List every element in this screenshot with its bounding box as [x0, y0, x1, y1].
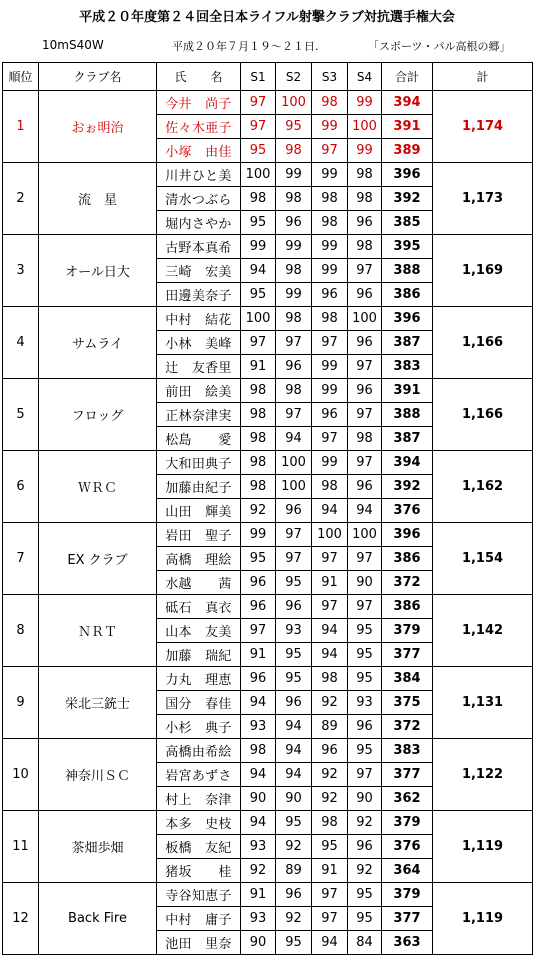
shooter-total: 383: [382, 739, 433, 763]
shooter-name: 国分 春佳: [157, 691, 241, 715]
shooter-total: 396: [382, 163, 433, 187]
shooter-name: 力丸 理恵: [157, 667, 241, 691]
score-s3: 96: [312, 739, 348, 763]
shooter-total: 375: [382, 691, 433, 715]
score-s3: 96: [312, 283, 348, 307]
column-header-sum: 合計: [382, 63, 433, 91]
score-s3: 95: [312, 835, 348, 859]
shooter-total: 385: [382, 211, 433, 235]
column-header-team-total: 計: [433, 63, 533, 91]
shooter-total: 386: [382, 283, 433, 307]
score-s1: 97: [241, 115, 276, 139]
score-s2: 98: [276, 259, 312, 283]
score-s4: 95: [348, 667, 382, 691]
club-name: 流 星: [39, 163, 157, 235]
score-s1: 95: [241, 547, 276, 571]
shooter-total: 392: [382, 475, 433, 499]
event-dates: 平成２０年７月１９～２１日.: [172, 40, 319, 53]
team-rank: 2: [3, 163, 39, 235]
score-s4: 90: [348, 571, 382, 595]
score-s4: 97: [348, 595, 382, 619]
score-s3: 92: [312, 691, 348, 715]
shooter-name: 小林 美峰: [157, 331, 241, 355]
score-s3: 89: [312, 715, 348, 739]
score-s1: 96: [241, 667, 276, 691]
score-s2: 95: [276, 643, 312, 667]
score-s1: 92: [241, 499, 276, 523]
score-s1: 98: [241, 739, 276, 763]
score-s3: 97: [312, 595, 348, 619]
shooter-name: 佐々木亜子: [157, 115, 241, 139]
team-rank: 9: [3, 667, 39, 739]
table-row: [3, 235, 533, 259]
score-s3: 98: [312, 475, 348, 499]
score-s4: 95: [348, 739, 382, 763]
team-rank: 1: [3, 91, 39, 163]
score-s2: 95: [276, 811, 312, 835]
club-name: Back Fire: [39, 883, 157, 955]
team-total: 1,142: [433, 595, 533, 667]
team-total: 1,166: [433, 307, 533, 379]
team-total: 1,166: [433, 379, 533, 451]
shooter-name: 高橋 理絵: [157, 547, 241, 571]
score-s1: 94: [241, 691, 276, 715]
score-s3: 98: [312, 187, 348, 211]
score-s4: 97: [348, 763, 382, 787]
score-s3: 98: [312, 667, 348, 691]
score-s2: 96: [276, 499, 312, 523]
team-rank: 7: [3, 523, 39, 595]
score-s1: 99: [241, 523, 276, 547]
table-row: [3, 451, 533, 475]
table-row: [3, 667, 533, 691]
score-s1: 98: [241, 403, 276, 427]
score-s4: 99: [348, 91, 382, 115]
score-s2: 96: [276, 883, 312, 907]
score-s4: 96: [348, 211, 382, 235]
shooter-total: 372: [382, 571, 433, 595]
column-header-s1: S1: [241, 63, 276, 91]
shooter-name: 村上 奈津: [157, 787, 241, 811]
score-s1: 91: [241, 355, 276, 379]
shooter-name: 山本 友美: [157, 619, 241, 643]
shooter-name: 加藤由紀子: [157, 475, 241, 499]
shooter-name: 堀内さやか: [157, 211, 241, 235]
score-s3: 96: [312, 403, 348, 427]
score-s1: 94: [241, 811, 276, 835]
score-s2: 96: [276, 691, 312, 715]
score-s4: 100: [348, 115, 382, 139]
shooter-total: 386: [382, 595, 433, 619]
score-s3: 97: [312, 907, 348, 931]
shooter-total: 376: [382, 835, 433, 859]
results-body: [3, 91, 533, 955]
score-s4: 90: [348, 787, 382, 811]
score-s2: 97: [276, 403, 312, 427]
team-total: 1,131: [433, 667, 533, 739]
team-rank: 6: [3, 451, 39, 523]
shooter-total: 377: [382, 763, 433, 787]
score-s3: 97: [312, 883, 348, 907]
column-header-s4: S4: [348, 63, 382, 91]
score-s1: 97: [241, 91, 276, 115]
team-total: 1,173: [433, 163, 533, 235]
shooter-total: 377: [382, 643, 433, 667]
score-s1: 100: [241, 307, 276, 331]
table-row: [3, 163, 533, 187]
score-s2: 98: [276, 379, 312, 403]
shooter-name: 小杉 典子: [157, 715, 241, 739]
score-s1: 99: [241, 235, 276, 259]
score-s3: 99: [312, 355, 348, 379]
club-name: 神奈川ＳＣ: [39, 739, 157, 811]
score-s4: 96: [348, 283, 382, 307]
score-s1: 98: [241, 187, 276, 211]
shooter-total: 386: [382, 547, 433, 571]
shooter-name: 正林奈津実: [157, 403, 241, 427]
score-s4: 96: [348, 379, 382, 403]
score-s4: 98: [348, 187, 382, 211]
score-s4: 98: [348, 427, 382, 451]
score-s3: 97: [312, 547, 348, 571]
shooter-name: 前田 絵美: [157, 379, 241, 403]
shooter-name: 清水つぶら: [157, 187, 241, 211]
shooter-total: 394: [382, 91, 433, 115]
score-s4: 94: [348, 499, 382, 523]
shooter-total: 372: [382, 715, 433, 739]
table-row: [3, 739, 533, 763]
score-s1: 95: [241, 283, 276, 307]
shooter-name: 山田 輝美: [157, 499, 241, 523]
shooter-total: 364: [382, 859, 433, 883]
score-s2: 95: [276, 667, 312, 691]
club-name: サムライ: [39, 307, 157, 379]
table-row: [3, 379, 533, 403]
score-s4: 92: [348, 859, 382, 883]
score-s1: 96: [241, 595, 276, 619]
score-s1: 90: [241, 787, 276, 811]
shooter-name: 寺谷知恵子: [157, 883, 241, 907]
club-name: ＮＲＴ: [39, 595, 157, 667]
score-s2: 94: [276, 763, 312, 787]
score-s1: 94: [241, 259, 276, 283]
score-s3: 99: [312, 451, 348, 475]
score-s1: 93: [241, 715, 276, 739]
score-s2: 94: [276, 739, 312, 763]
column-header-s2: S2: [276, 63, 312, 91]
score-s1: 96: [241, 571, 276, 595]
shooter-total: 391: [382, 115, 433, 139]
score-s1: 90: [241, 931, 276, 955]
shooter-name: 猪坂 桂: [157, 859, 241, 883]
score-s3: 98: [312, 91, 348, 115]
shooter-total: 392: [382, 187, 433, 211]
score-s3: 97: [312, 139, 348, 163]
score-s3: 97: [312, 331, 348, 355]
score-s4: 92: [348, 811, 382, 835]
score-s4: 96: [348, 715, 382, 739]
score-s4: 95: [348, 619, 382, 643]
score-s4: 95: [348, 643, 382, 667]
score-s4: 97: [348, 259, 382, 283]
club-name: おぉ明治: [39, 91, 157, 163]
team-rank: 8: [3, 595, 39, 667]
team-rank: 5: [3, 379, 39, 451]
score-s4: 96: [348, 475, 382, 499]
shooter-total: 384: [382, 667, 433, 691]
score-s1: 93: [241, 907, 276, 931]
score-s3: 99: [312, 115, 348, 139]
shooter-name: 今井 尚子: [157, 91, 241, 115]
score-s1: 92: [241, 859, 276, 883]
shooter-name: 田邊美奈子: [157, 283, 241, 307]
shooter-name: 池田 里奈: [157, 931, 241, 955]
shooter-total: 387: [382, 427, 433, 451]
score-s1: 98: [241, 451, 276, 475]
score-s3: 94: [312, 643, 348, 667]
score-s1: 95: [241, 139, 276, 163]
team-rank: 10: [3, 739, 39, 811]
score-s2: 89: [276, 859, 312, 883]
score-s2: 96: [276, 211, 312, 235]
club-name: フロッグ: [39, 379, 157, 451]
score-s3: 99: [312, 259, 348, 283]
shooter-total: 387: [382, 331, 433, 355]
shooter-name: 砥石 真衣: [157, 595, 241, 619]
score-s3: 91: [312, 571, 348, 595]
event-name: 10mS40W: [42, 38, 104, 52]
score-s2: 99: [276, 283, 312, 307]
shooter-name: 中村 結花: [157, 307, 241, 331]
shooter-total: 377: [382, 907, 433, 931]
shooter-name: 大和田典子: [157, 451, 241, 475]
score-s2: 97: [276, 547, 312, 571]
score-s4: 100: [348, 523, 382, 547]
shooter-name: 本多 史枝: [157, 811, 241, 835]
score-s2: 94: [276, 427, 312, 451]
table-row: [3, 307, 533, 331]
score-s4: 93: [348, 691, 382, 715]
score-s4: 99: [348, 139, 382, 163]
club-name: 栄北三銃士: [39, 667, 157, 739]
score-s2: 97: [276, 523, 312, 547]
score-s1: 97: [241, 619, 276, 643]
score-s3: 94: [312, 619, 348, 643]
shooter-total: 394: [382, 451, 433, 475]
score-s1: 93: [241, 835, 276, 859]
score-s3: 91: [312, 859, 348, 883]
shooter-name: 水越 茜: [157, 571, 241, 595]
team-total: 1,119: [433, 883, 533, 955]
score-s1: 97: [241, 331, 276, 355]
shooter-total: 379: [382, 811, 433, 835]
score-s3: 100: [312, 523, 348, 547]
score-s4: 97: [348, 451, 382, 475]
shooter-total: 379: [382, 883, 433, 907]
score-s2: 94: [276, 715, 312, 739]
table-header-row: [3, 63, 533, 91]
score-s2: 95: [276, 571, 312, 595]
score-s2: 98: [276, 187, 312, 211]
results-table: [2, 62, 533, 955]
team-total: 1,122: [433, 739, 533, 811]
score-s4: 100: [348, 307, 382, 331]
score-s2: 93: [276, 619, 312, 643]
table-row: [3, 811, 533, 835]
score-s4: 97: [348, 355, 382, 379]
score-s3: 99: [312, 235, 348, 259]
score-s2: 97: [276, 331, 312, 355]
team-rank: 12: [3, 883, 39, 955]
score-s1: 98: [241, 379, 276, 403]
page-title: 平成２０年度第２４回全日本ライフル射撃クラブ対抗選手権大会: [79, 10, 455, 25]
shooter-total: 388: [382, 403, 433, 427]
column-header-name: 氏 名: [157, 63, 241, 91]
score-s3: 94: [312, 499, 348, 523]
score-s3: 92: [312, 787, 348, 811]
score-s2: 92: [276, 835, 312, 859]
score-s2: 92: [276, 907, 312, 931]
shooter-total: 362: [382, 787, 433, 811]
shooter-name: 加藤 瑞紀: [157, 643, 241, 667]
score-s3: 98: [312, 307, 348, 331]
table-row: [3, 595, 533, 619]
team-total: 1,119: [433, 811, 533, 883]
score-s1: 98: [241, 475, 276, 499]
score-s1: 100: [241, 163, 276, 187]
column-header-s3: S3: [312, 63, 348, 91]
team-rank: 11: [3, 811, 39, 883]
shooter-name: 松島 愛: [157, 427, 241, 451]
score-s3: 94: [312, 931, 348, 955]
score-s1: 95: [241, 211, 276, 235]
score-s4: 84: [348, 931, 382, 955]
score-s3: 98: [312, 211, 348, 235]
shooter-total: 396: [382, 307, 433, 331]
team-total: 1,162: [433, 451, 533, 523]
shooter-name: 板橋 友紀: [157, 835, 241, 859]
score-s2: 98: [276, 139, 312, 163]
event-venue: 「スポーツ・パル高根の郷」: [368, 40, 511, 53]
score-s1: 94: [241, 763, 276, 787]
score-s2: 95: [276, 931, 312, 955]
score-s1: 98: [241, 427, 276, 451]
score-s1: 91: [241, 643, 276, 667]
score-s2: 100: [276, 451, 312, 475]
score-s2: 96: [276, 595, 312, 619]
team-rank: 4: [3, 307, 39, 379]
club-name: 茶畑歩畑: [39, 811, 157, 883]
shooter-name: 三崎 宏美: [157, 259, 241, 283]
team-rank: 3: [3, 235, 39, 307]
score-s4: 95: [348, 883, 382, 907]
table-row: [3, 883, 533, 907]
shooter-total: 383: [382, 355, 433, 379]
score-s2: 98: [276, 307, 312, 331]
shooter-name: 小塚 由佳: [157, 139, 241, 163]
shooter-name: 川井ひと美: [157, 163, 241, 187]
shooter-name: 岩宮あずさ: [157, 763, 241, 787]
column-header-rank: 順位: [3, 63, 39, 91]
shooter-name: 高橋由希絵: [157, 739, 241, 763]
score-s4: 95: [348, 907, 382, 931]
shooter-name: 中村 庸子: [157, 907, 241, 931]
score-s2: 99: [276, 235, 312, 259]
shooter-name: 古野本真希: [157, 235, 241, 259]
shooter-total: 388: [382, 259, 433, 283]
score-s3: 97: [312, 427, 348, 451]
team-total: 1,174: [433, 91, 533, 163]
score-s3: 99: [312, 163, 348, 187]
score-s3: 92: [312, 763, 348, 787]
shooter-name: 岩田 聖子: [157, 523, 241, 547]
club-name: EX クラブ: [39, 523, 157, 595]
score-s4: 96: [348, 835, 382, 859]
shooter-total: 395: [382, 235, 433, 259]
column-header-club: クラブ名: [39, 63, 157, 91]
score-s2: 96: [276, 355, 312, 379]
score-s4: 97: [348, 547, 382, 571]
score-s3: 98: [312, 811, 348, 835]
score-s4: 98: [348, 235, 382, 259]
club-name: ＷＲＣ: [39, 451, 157, 523]
shooter-total: 391: [382, 379, 433, 403]
shooter-total: 389: [382, 139, 433, 163]
table-row: [3, 523, 533, 547]
score-s4: 98: [348, 163, 382, 187]
shooter-name: 辻 友香里: [157, 355, 241, 379]
shooter-total: 363: [382, 931, 433, 955]
club-name: オール日大: [39, 235, 157, 307]
score-s3: 99: [312, 379, 348, 403]
score-s4: 97: [348, 403, 382, 427]
team-total: 1,154: [433, 523, 533, 595]
score-s2: 100: [276, 91, 312, 115]
table-row: [3, 91, 533, 115]
score-s2: 99: [276, 163, 312, 187]
score-s4: 96: [348, 331, 382, 355]
shooter-total: 396: [382, 523, 433, 547]
team-total: 1,169: [433, 235, 533, 307]
score-s1: 91: [241, 883, 276, 907]
shooter-total: 376: [382, 499, 433, 523]
score-s2: 100: [276, 475, 312, 499]
score-s2: 95: [276, 115, 312, 139]
shooter-total: 379: [382, 619, 433, 643]
score-s2: 90: [276, 787, 312, 811]
